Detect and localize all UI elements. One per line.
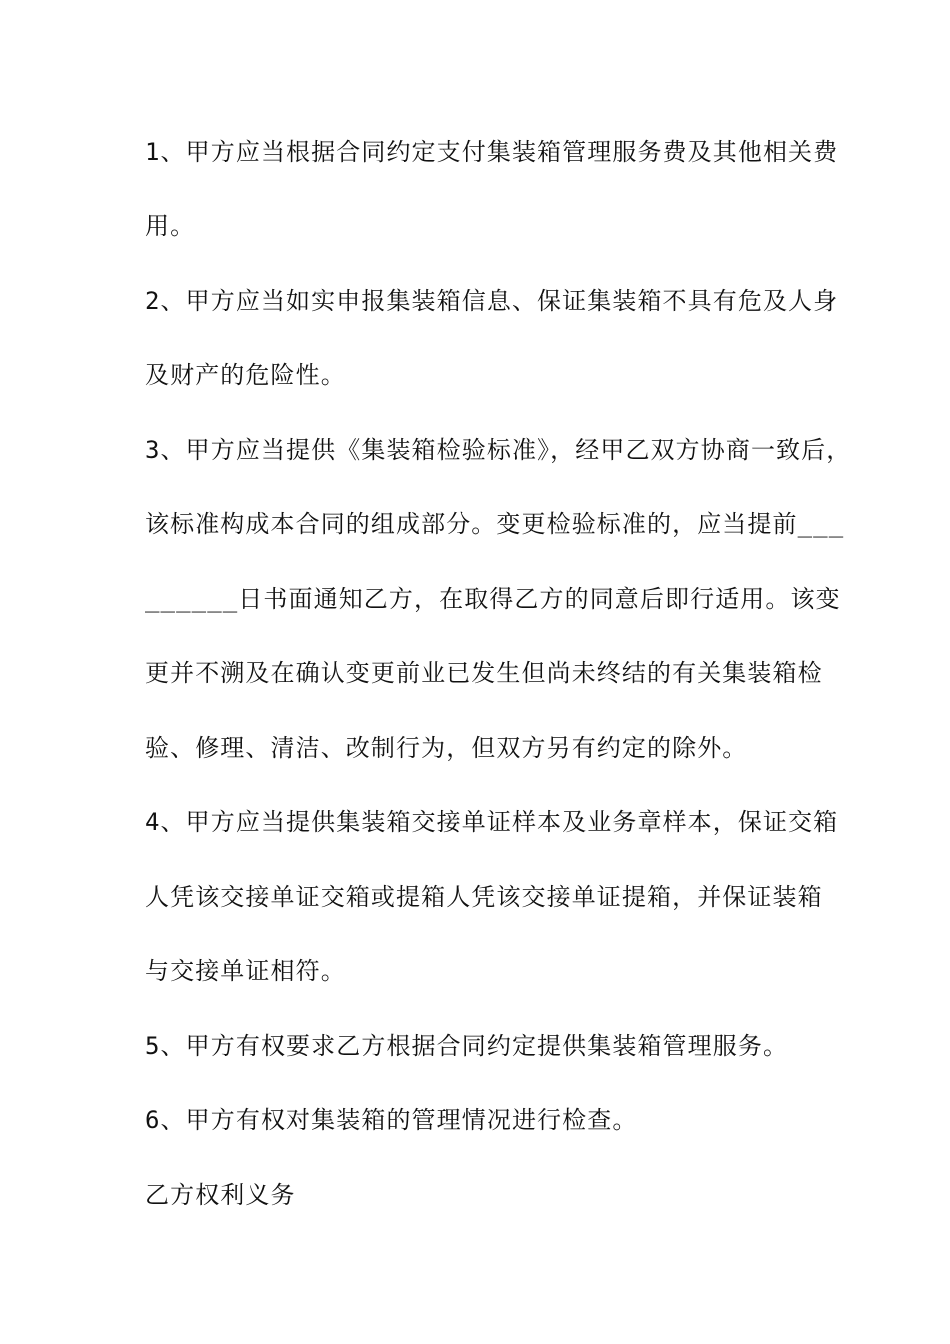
paragraph-4-line-1: 4、甲方应当提供集装箱交接单证样本及业务章样本，保证交箱 bbox=[145, 808, 839, 836]
paragraph-2-line-2: 及财产的危险性。 bbox=[145, 361, 346, 389]
paragraph-1-line-1: 1、甲方应当根据合同约定支付集装箱管理服务费及其他相关费 bbox=[145, 138, 839, 166]
paragraph-3-line-4: 更并不溯及在确认变更前业已发生但尚未终结的有关集装箱检 bbox=[145, 659, 823, 687]
paragraph-6-line-1: 6、甲方有权对集装箱的管理情况进行检查。 bbox=[145, 1106, 638, 1134]
paragraph-4-line-3: 与交接单证相符。 bbox=[145, 957, 346, 985]
paragraph-2-line-1: 2、甲方应当如实申报集装箱信息、保证集装箱不具有危及人身 bbox=[145, 287, 839, 315]
paragraph-3-line-1: 3、甲方应当提供《集装箱检验标准》，经甲乙双方协商一致后， bbox=[145, 436, 852, 464]
paragraph-3-line-3: ______日书面通知乙方，在取得乙方的同意后即行适用。该变 bbox=[145, 585, 841, 613]
paragraph-3-line-5: 验、修理、清洁、改制行为，但双方另有约定的除外。 bbox=[145, 734, 748, 762]
section-heading: 乙方权利义务 bbox=[145, 1181, 296, 1209]
paragraph-3-line-2: 该标准构成本合同的组成部分。变更检验标准的，应当提前___ bbox=[145, 510, 845, 538]
paragraph-5-line-1: 5、甲方有权要求乙方根据合同约定提供集装箱管理服务。 bbox=[145, 1032, 789, 1060]
paragraph-1-line-2: 用。 bbox=[145, 212, 196, 240]
paragraph-4-line-2: 人凭该交接单证交箱或提箱人凭该交接单证提箱，并保证装箱 bbox=[145, 883, 823, 911]
